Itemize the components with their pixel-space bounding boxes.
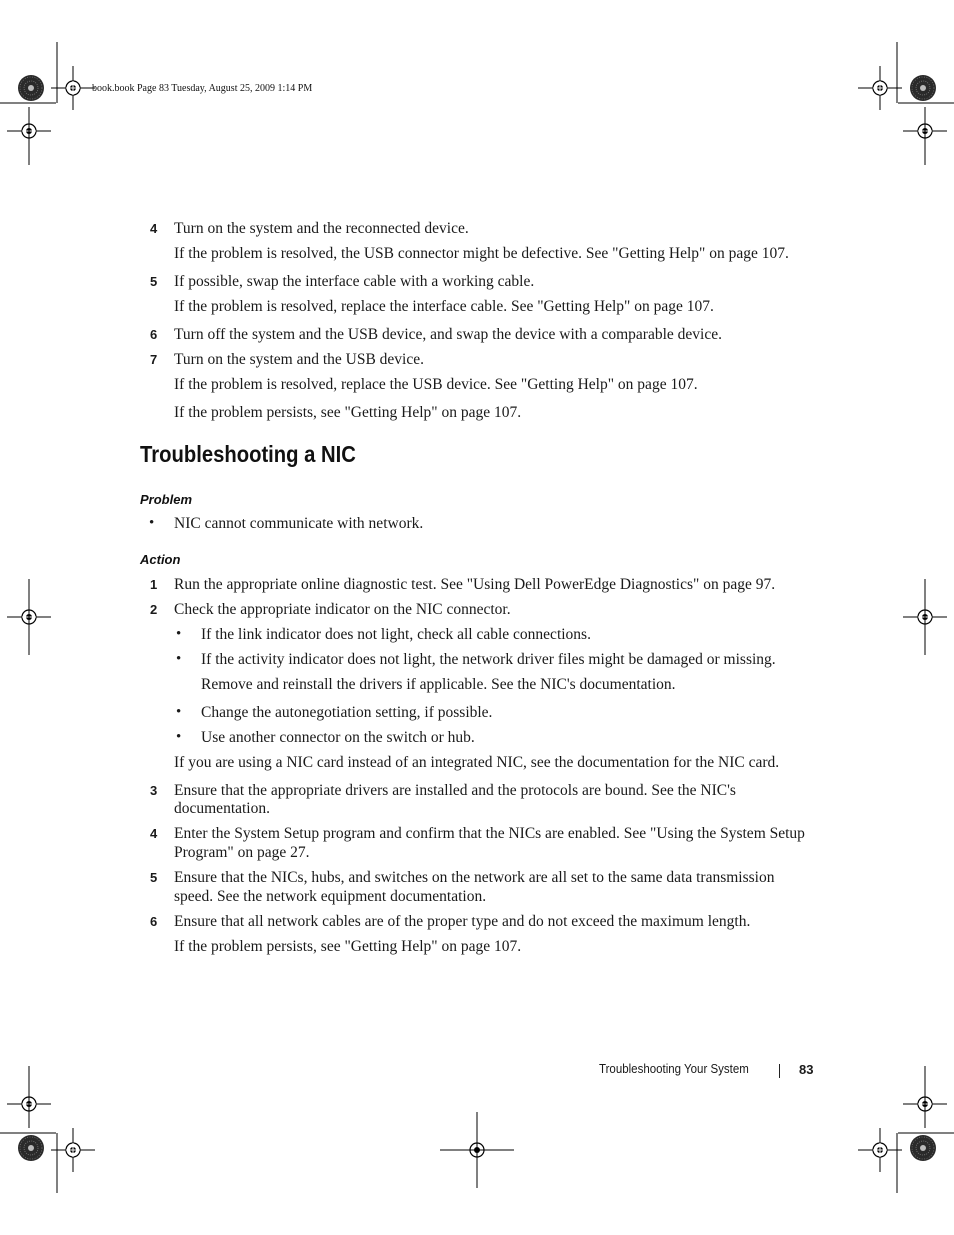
sub-bullet-text: Use another connector on the switch or hub. (201, 729, 475, 746)
bullet-glyph: • (176, 729, 182, 745)
step-text: Ensure that the NICs, hubs, and switches on the network are all set to the same data transmission (174, 869, 775, 886)
footer-section-title: Troubleshooting Your System (599, 1062, 749, 1076)
step-text: If possible, swap the interface cable with a working cable. (174, 273, 535, 290)
action-label: Action (140, 552, 181, 567)
step-number: 7 (150, 352, 158, 367)
step-note: If the problem is resolved, replace the interface cable. See "Getting Help" on page 107. (174, 298, 714, 315)
step-note: If you are using a NIC card instead of an integrated NIC, see the documentation for the NIC card. (174, 754, 780, 771)
step-number: 3 (150, 783, 158, 798)
step-number: 5 (150, 870, 158, 885)
registration-cross-bottom-right (858, 1128, 902, 1172)
problem-item: NIC cannot communicate with network. (174, 515, 424, 532)
registration-star-top-right (910, 75, 936, 101)
sub-bullet-text: If the activity indicator does not light, the network driver files might be damaged or missing. (201, 651, 776, 668)
step-text: Ensure that the appropriate drivers are installed and the protocols are bound. See the NIC's (174, 782, 736, 799)
step-text: Ensure that all network cables are of the proper type and do not exceed the maximum length. (174, 913, 751, 930)
step-note: If the problem is resolved, replace the USB device. See "Getting Help" on page 107. (174, 376, 698, 393)
step-text-continuation: speed. See the network equipment documentation. (174, 888, 487, 905)
step-number: 6 (150, 327, 158, 342)
section-heading: Troubleshooting a NIC (140, 441, 356, 467)
problem-label: Problem (140, 492, 193, 507)
step-number: 4 (150, 221, 158, 236)
step-note: If the problem persists, see "Getting Help" on page 107. (174, 938, 522, 955)
sub-bullet-text: If the link indicator does not light, check all cable connections. (201, 626, 591, 643)
bullet-glyph: • (176, 626, 182, 642)
step-number: 5 (150, 274, 158, 289)
step-number: 4 (150, 826, 158, 841)
step-text: Enter the System Setup program and confirm that the NICs are enabled. See "Using the System Setup (174, 825, 805, 842)
step-text: Turn on the system and the USB device. (174, 351, 424, 368)
step-text: Run the appropriate online diagnostic test. See "Using Dell PowerEdge Diagnostics" on page 97. (174, 576, 776, 593)
step-text: Check the appropriate indicator on the NIC connector. (174, 601, 511, 618)
registration-star-top-left (18, 75, 44, 101)
registration-star-bottom-right (910, 1135, 936, 1161)
step-text: Turn off the system and the USB device, and swap the device with a comparable device. (174, 326, 722, 343)
step-number: 1 (150, 577, 158, 592)
footer-separator (779, 1064, 780, 1078)
step-number: 2 (150, 602, 158, 617)
print-header-note: book.book Page 83 Tuesday, August 25, 2009 1:14 PM (92, 83, 313, 94)
step-number: 6 (150, 914, 158, 929)
step-note: If the problem persists, see "Getting Help" on page 107. (174, 404, 522, 421)
bullet-glyph: • (176, 704, 182, 720)
bullet-glyph: • (149, 515, 155, 531)
bullet-glyph: • (176, 651, 182, 667)
registration-cross-top-right (858, 66, 902, 110)
step-note: If the problem is resolved, the USB connector might be defective. See "Getting Help" on page 107. (174, 245, 789, 262)
step-text: Turn on the system and the reconnected device. (174, 220, 469, 237)
page-number: 83 (799, 1062, 814, 1077)
sub-bullet-text: Change the autonegotiation setting, if possible. (201, 704, 493, 721)
sub-bullet-continuation: Remove and reinstall the drivers if applicable. See the NIC's documentation. (201, 676, 676, 693)
registration-cross-top-left (51, 66, 95, 110)
step-text-continuation: Program" on page 27. (174, 844, 310, 861)
registration-star-bottom-left (18, 1135, 44, 1161)
step-text-continuation: documentation. (174, 800, 270, 817)
registration-cross-bottom-left (51, 1128, 95, 1172)
